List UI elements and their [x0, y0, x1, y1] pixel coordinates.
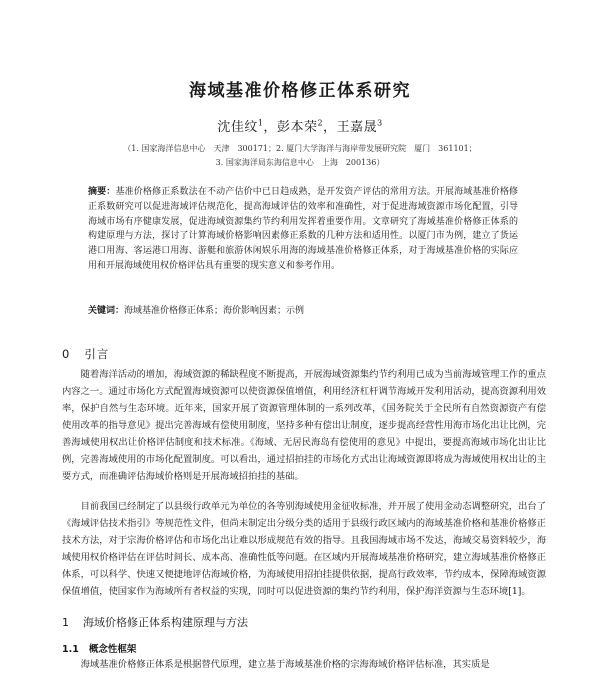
author-sup: 1 [257, 118, 264, 128]
author-name: 沈佳纹 [217, 120, 258, 135]
author-name: 王嘉晟 [336, 120, 378, 135]
section-title: 海域价格修正体系构建原理与方法 [83, 616, 248, 629]
section-heading-1 [62, 614, 248, 630]
affiliation-line-1: （1. 国家海洋信息中心 天津 300171；2. 厦门大学海洋与海岸带发展研究院 厦门 361101； [123, 144, 477, 153]
subsection-number: 1.1 [62, 644, 79, 655]
keywords [88, 304, 518, 318]
author-sup: 3 [377, 118, 383, 128]
section-number: 1 [62, 616, 69, 629]
abstract [88, 185, 518, 274]
paper-title: 海域基准价格修正体系研究 [189, 81, 411, 101]
author-sup: 2 [317, 118, 324, 128]
body-paragraph-1: 随着海洋活动的增加，海域资源的稀缺程度不断提高，开展海域资源集约节约利用已成为当前海域管理工作的重点内容之一。通过市场化方式配置海域资源可以使资源保值增值，利用经济杠杆调节海域开发利用活动，提高资源利用效率，保护自然与生态环境。近年来，国家开展了资源管理体制的一系列改革，《国务院关于全民所有自然资源资产有偿使用改革的指导意见》提出完善海域有偿使用制度，坚持多种有偿出让制度，逐步提高经营性用海市场化出让比例，完善海域使用权出让价格评估制度和技术标准。《海域、无居民海岛有偿使用的意见》中提出，要提高海域市场化出让比例，完善海域使用的市场化配置制度。可以看出，通过招拍挂的市场化方式出让海域资源即将成为海域使用权出让的主要方式，而准确评估海域价格则是开展海域招拍挂的基础。 [62, 369, 546, 482]
body-paragraph-2: 目前我国已经制定了以县级行政单元为单位的各等别海域使用金征收标准，并开展了使用金动态调整研究，出台了《海域评估技术指引》等规范性文件，但尚未制定出分级分类的适用于县级行政区域内的海域基准价格和基准价格修正技术方法，对于宗海价格评估和市场化出让难以形成规范有效的指导。且我国海域市场不发达，海域交易资料较少，海域使用权价格评估在评估时间长、成本高、准确性低等问题。在区域内开展海域基准价格研究，建立海域基准价格修正体系，可以科学、快速又便捷地评估海域价格，为海域使用招拍挂提供依据，提高行政效率，节约成本，保障海域资源保值增值，使国家作为海域所有者权益的实现，同时可以促进资源的集约节约利用，保护海洋资源与生态环境[1]。 [62, 501, 546, 597]
author-separator: ， [263, 120, 277, 135]
section-title: 引言 [84, 347, 110, 361]
subsection-heading-1-1 [62, 641, 136, 655]
body-paragraph-3: 海域基准价格修正体系是根据替代原理，建立基于海域基准价格的宗海海域价格评估标准，其实质是 [80, 659, 490, 670]
subsection-title: 概念性框架 [88, 644, 137, 655]
keywords-text: 海域基准价格修正体系；海价影响因素；示例 [124, 306, 305, 316]
author-separator: ， [323, 120, 337, 135]
author-name: 彭本荣 [276, 120, 318, 135]
affiliation-line-2: 3. 国家海洋局东海信息中心 上海 200136） [215, 158, 385, 167]
section-heading-intro [62, 346, 109, 362]
keywords-label: 关键词： [88, 306, 125, 316]
author-line [0, 116, 600, 135]
section-number: 0 [62, 347, 71, 361]
abstract-text: 基准价格修正系数法在不动产估价中已日趋成熟，是开发资产评估的常用方法。开展海域基准价格修正系数研究可以促进海域评估规范化，提高海域评估的效率和准确性，对于促进海域资源市场化配置，引导海域市场有序健康发展，促进海域资源集约节约利用发挥着重要作用。文章研究了海域基准价格修正体系的构建原理与方法，探讨了计算海域价格影响因素修正系数的几种方法和适用性。以厦门市为例，建立了货运港口用海、客运港口用海、游艇和旅游休闲娱乐用海的海域基准价格修正体系，对于海域基准价格的实际应用和开展海域使用权价格评估具有重要的现实意义和参考作用。 [88, 187, 518, 271]
abstract-label: 摘要： [88, 187, 116, 197]
